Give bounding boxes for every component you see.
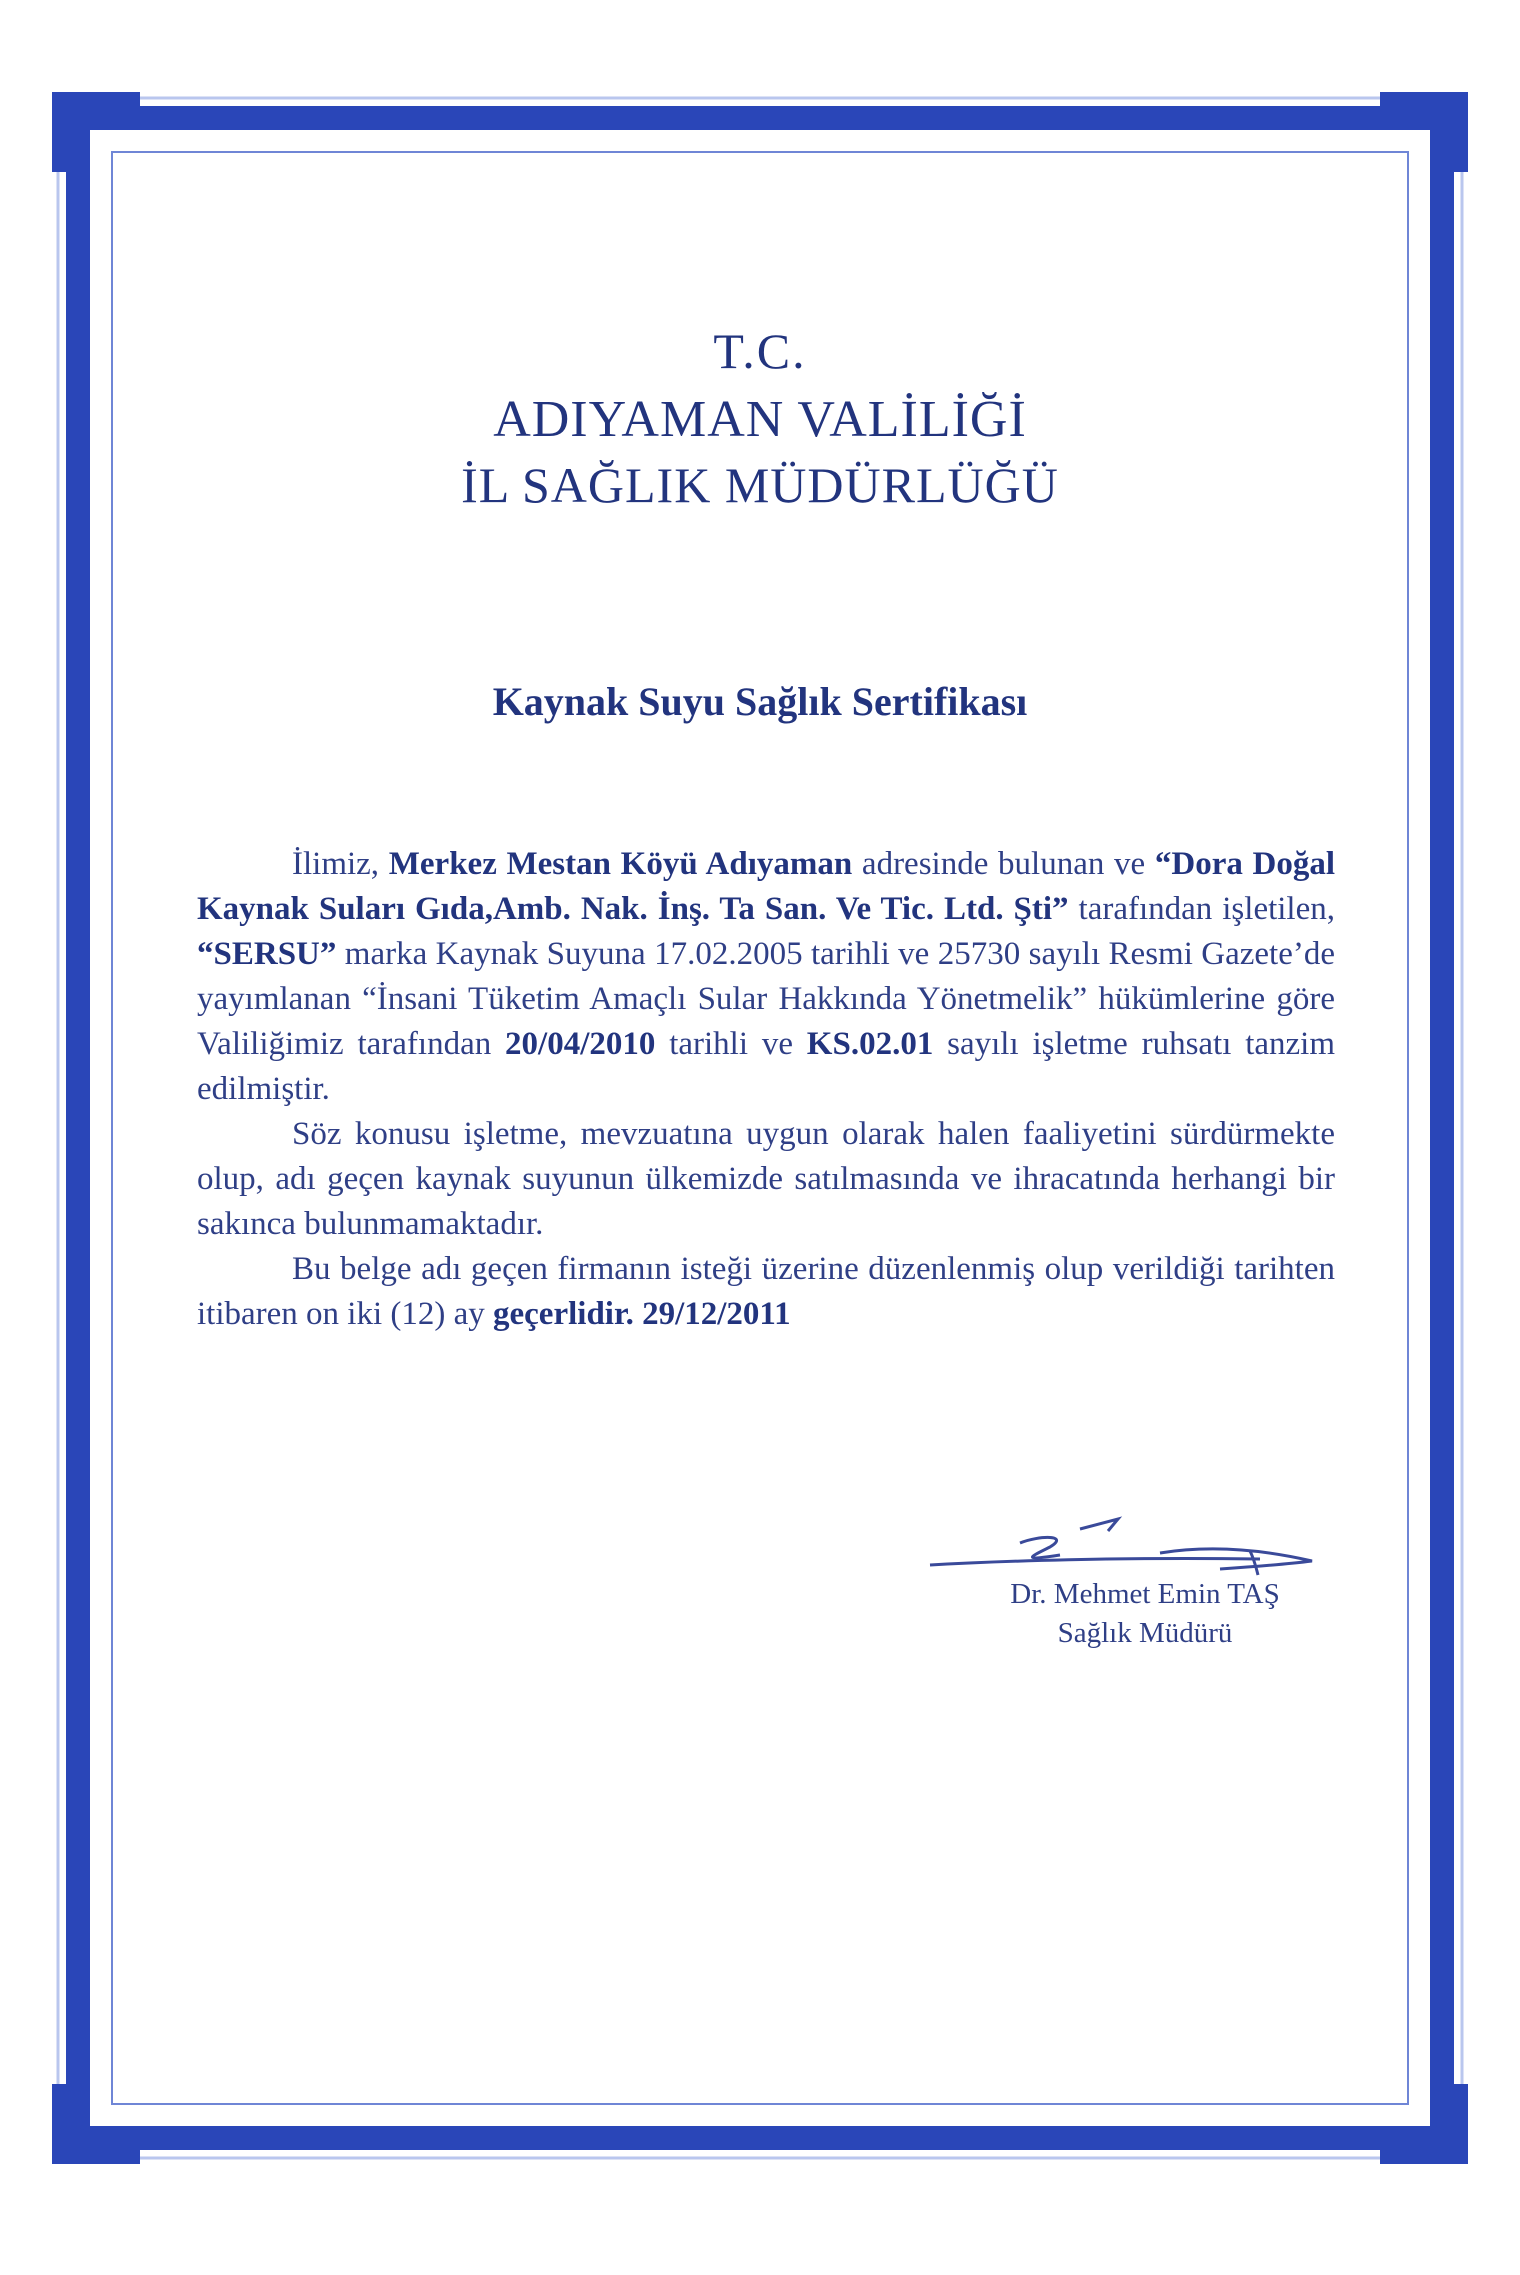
p1-brand: “SERSU” (197, 936, 337, 972)
p3-text-1: Bu belge adı geçen firmanın isteği üzerine düzenlenmiş olup verildiği tarihten itibaren on iki (12) ay (197, 1251, 1335, 1332)
paragraph-2: Söz konusu işletme, mevzuatına uygun olarak halen faaliyetini sürdürmekte olup, adı geçen kaynak suyunun ülkemizde satılmasında ve ihracatında herhangi bir sakınca bulunmamaktadır. (197, 1116, 1335, 1242)
header-tc: T.C. (713, 323, 807, 379)
p1-address: Merkez Mestan Köyü Adıyaman (388, 846, 853, 882)
paragraph-3 (197, 1247, 1335, 1337)
p1-text-6: sayılı işletme ruhsatı tanzim edilmiştir. (197, 1026, 1336, 1107)
header-governorship: ADIYAMAN VALİLİĞİ (493, 391, 1027, 448)
p1-license-number: KS.02.01 (806, 1026, 934, 1062)
p3-validity-date: geçerlidir. 29/12/2011 (493, 1296, 791, 1332)
p1-text-4: marka Kaynak Suyuna 17.02.2005 tarihli ve 25730 sayılı Resmi Gazete’de yayımlanan “İnsani Tüketim Amaçlı Sular Hakkında Yönetmelik” hükümlerine göre Valiliğimiz tarafından (197, 936, 1335, 1062)
p1-company-name: “Dora Doğal Kaynak Suları Gıda,Amb. Nak. İnş. Ta San. Ve Tic. Ltd. Şti” (197, 846, 1336, 927)
paragraph-1 (197, 842, 1335, 1112)
certificate-title: Kaynak Suyu Sağlık Sertifikası (492, 679, 1028, 724)
p1-text-5: tarihli ve (655, 1026, 807, 1062)
header-department: İL SAĞLIK MÜDÜRLÜĞÜ (461, 457, 1059, 513)
signatory-name: Dr. Mehmet Emin TAŞ (1010, 1578, 1280, 1610)
p1-text-1: İlimiz, (292, 846, 389, 882)
p1-text-3: tarafından işletilen, (1068, 891, 1335, 927)
p1-license-date: 20/04/2010 (505, 1026, 656, 1062)
certificate-body (197, 842, 1335, 1337)
p1-text-2: adresinde bulunan ve (852, 846, 1155, 882)
signatory-title: Sağlık Müdürü (1057, 1617, 1233, 1649)
